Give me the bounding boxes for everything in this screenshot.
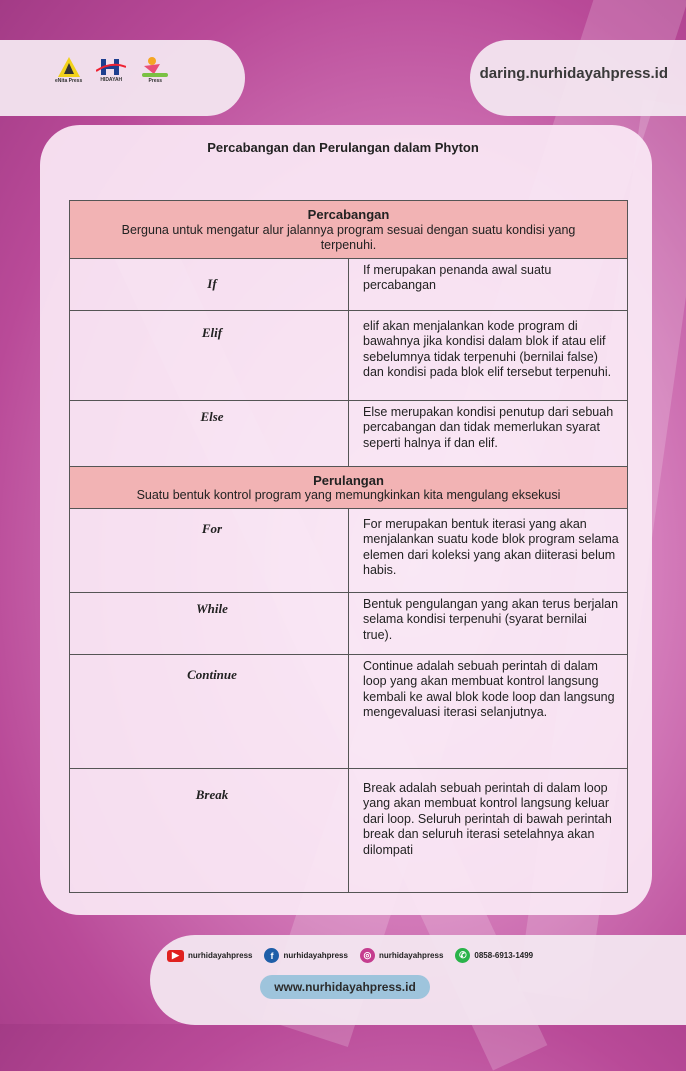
social-label: nurhidayahpress	[283, 951, 348, 960]
description-cell: Else merupakan kondisi penutup dari sebuah percabangan dan tidak memerlukan syarat seperti halnya if dan elif.	[349, 400, 628, 466]
social-youtube[interactable]	[167, 950, 252, 962]
section-header-cell	[70, 201, 628, 259]
description-cell: Continue adalah sebuah perintah di dalam loop yang akan membuat kontrol langsung kembali ke awal blok kode loop dan langsung mengevaluasi iterasi selanjutnya.	[349, 654, 628, 768]
site-url-header[interactable]: daring.nurhidayahpress.id	[479, 65, 668, 82]
term-cell: Elif	[70, 310, 349, 400]
logo-text: Press	[148, 78, 163, 84]
table-row	[70, 768, 628, 892]
social-label: 0858-6913-1499	[474, 951, 534, 960]
section-description: Suatu bentuk kontrol program yang memungkinkan kita mengulang eksekusi	[136, 488, 561, 502]
social-label: nurhidayahpress	[188, 951, 253, 960]
social-instagram[interactable]	[360, 948, 443, 963]
content-table	[69, 200, 628, 893]
table-row	[70, 508, 628, 592]
description-cell: Bentuk pengulangan yang akan terus berjalan selama kondisi terpenuhi (syarat bernilai true).	[349, 592, 628, 654]
table-row	[70, 400, 628, 466]
term-cell: Else	[70, 400, 349, 466]
kids-press-logo	[140, 56, 170, 84]
enita-press-logo	[55, 56, 82, 84]
table-row	[70, 592, 628, 654]
term-cell: Continue	[70, 654, 349, 768]
description-cell: For merupakan bentuk iterasi yang akan menjalankan suatu kode blok program selama elemen dari koleksi yang akan diiterasi belum habis.	[349, 508, 628, 592]
term-cell: Break	[70, 768, 349, 892]
section-heading: Percabangan	[307, 207, 390, 222]
page-title: Percabangan dan Perulangan dalam Phyton	[207, 140, 479, 155]
section-heading: Perulangan	[313, 472, 384, 488]
hidayah-h-icon	[96, 57, 126, 77]
facebook-icon: f	[264, 948, 279, 963]
hidayah-logo	[96, 57, 126, 83]
kids-figure-icon	[140, 56, 170, 78]
youtube-icon: ▶	[167, 950, 184, 962]
table-row	[70, 258, 628, 310]
description-cell: elif akan menjalankan kode program di bawahnya jika kondisi dalam blok if atau elif sebelumnya tidak terpenuhi (bernilai false) dan kondisi pada blok elif tersebut terpenuhi.	[349, 310, 628, 400]
term-cell: If	[70, 258, 349, 310]
term-cell: For	[70, 508, 349, 592]
social-label: nurhidayahpress	[378, 951, 444, 960]
logo-text: eNita Press	[55, 78, 83, 84]
social-whatsapp[interactable]	[455, 948, 533, 963]
table-row	[70, 654, 628, 768]
section-description: Berguna untuk mengatur alur jalannya program sesuai dengan suatu kondisi yang terpenuhi.	[121, 222, 576, 252]
instagram-icon: ◎	[360, 948, 375, 963]
section-header-cell	[70, 466, 628, 508]
logo-text: HIDAYAH	[100, 77, 123, 83]
social-links	[167, 948, 533, 963]
website-url-pill[interactable]: www.nurhidayahpress.id	[260, 975, 430, 999]
enita-triangle-icon	[57, 56, 81, 78]
section-header-row	[70, 201, 628, 259]
description-cell: If merupakan penanda awal suatu percabangan	[349, 258, 628, 310]
publisher-logos	[55, 56, 170, 84]
social-facebook[interactable]	[264, 948, 347, 963]
whatsapp-icon: ✆	[455, 948, 470, 963]
table-row	[70, 310, 628, 400]
term-cell: While	[70, 592, 349, 654]
section-header-row	[70, 466, 628, 508]
description-cell: Break adalah sebuah perintah di dalam loop yang akan membuat kontrol langsung keluar dari loop. Seluruh perintah di bawah perintah break dan seluruh iterasi setelahnya akan dilompati	[349, 768, 628, 892]
